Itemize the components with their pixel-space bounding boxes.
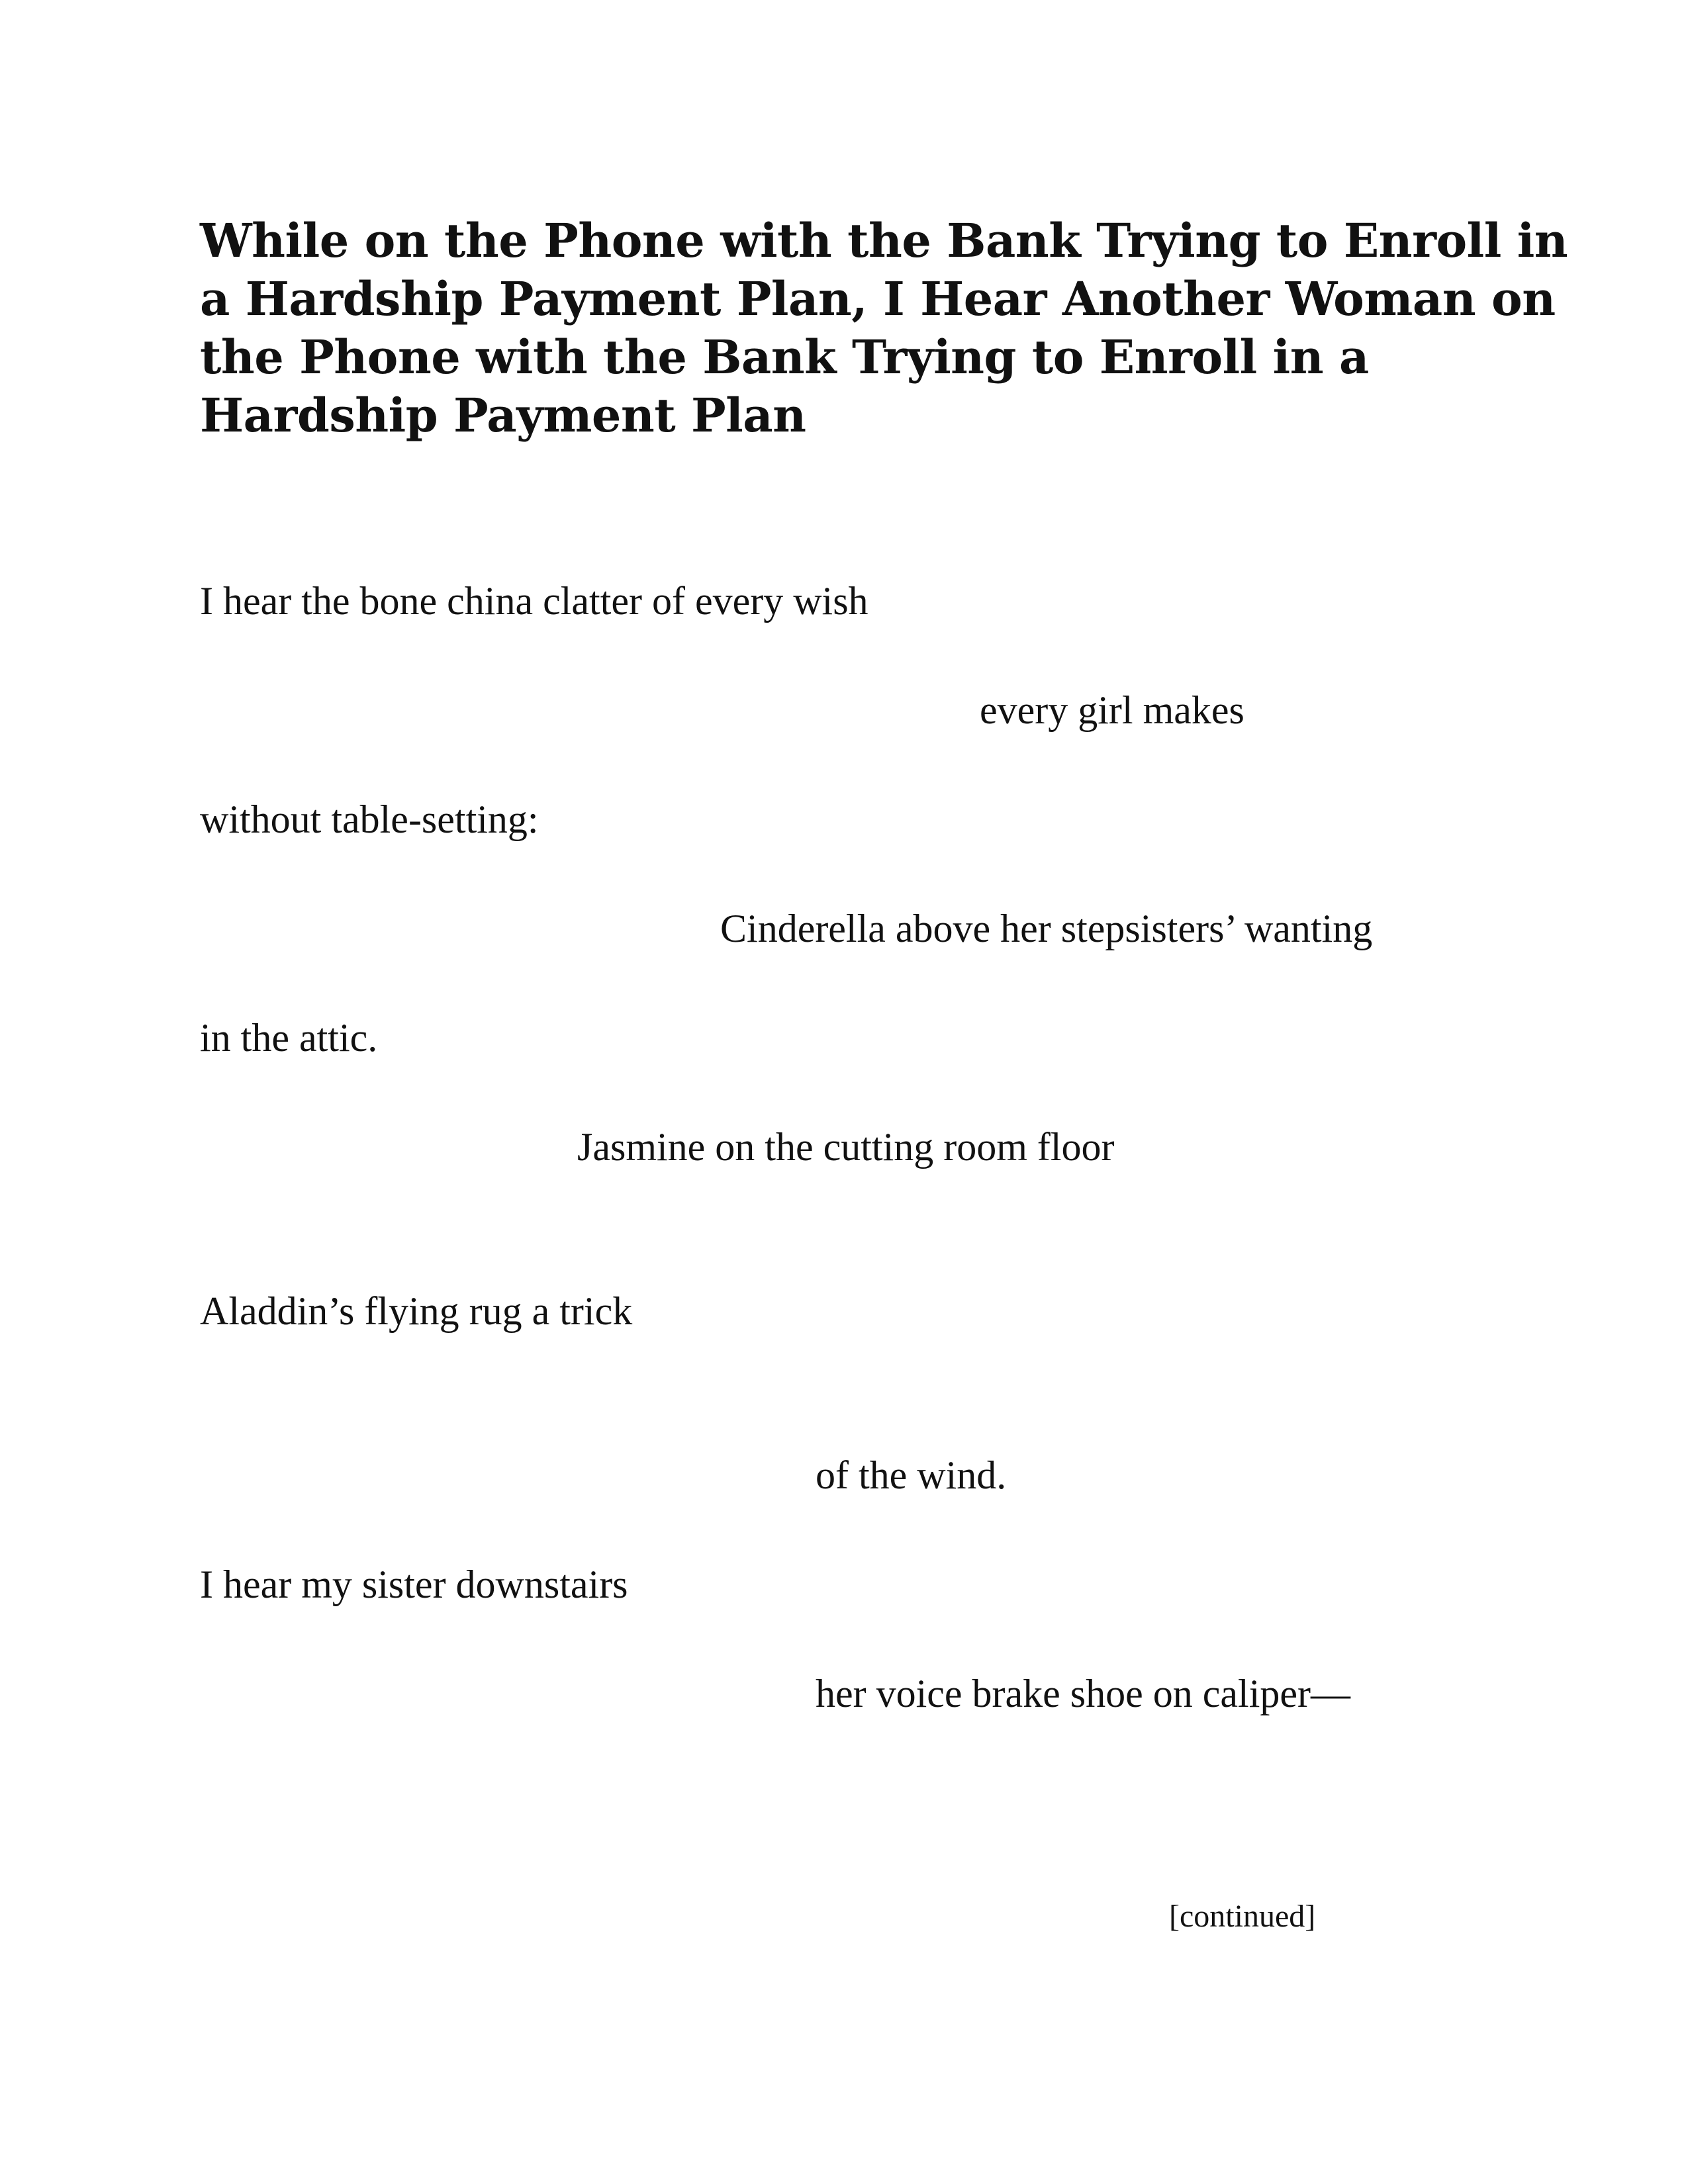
poem-line-2: every girl makes	[980, 688, 1244, 732]
poem-line-7: Aladdin’s flying rug a trick	[200, 1289, 633, 1333]
poem-line-10: her voice brake shoe on caliper—	[816, 1672, 1350, 1715]
poem-line-1: I hear the bone china clatter of every wish	[200, 579, 868, 623]
poem-title: While on the Phone with the Bank Trying to Enroll in a Hardship Payment Plan, I Hear Another Woman on the Phone with the Bank Trying to Enroll in a Hardship Payment Plan	[200, 213, 1568, 443]
poem-line-4: Cinderella above her stepsisters’ wanting	[720, 907, 1373, 950]
poem-line-6: Jasmine on the cutting room floor	[577, 1125, 1115, 1169]
poem-line-8: of the wind.	[816, 1453, 1007, 1497]
continued-marker: [continued]	[1169, 1899, 1316, 1934]
poem-line-3: without table-setting:	[200, 797, 539, 841]
poem-line-5: in the attic.	[200, 1016, 378, 1060]
poem-line-9: I hear my sister downstairs	[200, 1563, 628, 1606]
